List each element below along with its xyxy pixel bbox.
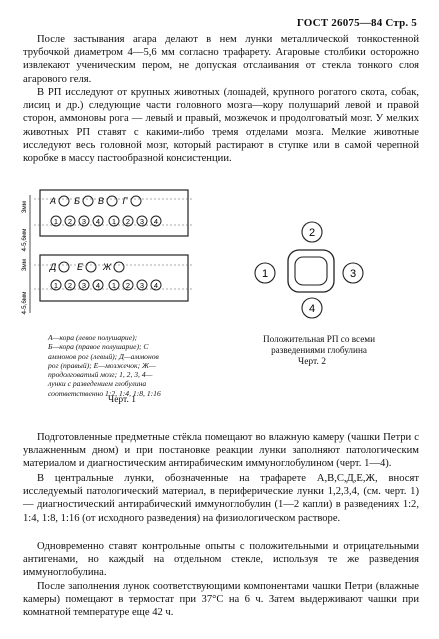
svg-text:3: 3	[139, 281, 145, 290]
figure-2-caption: Черт. 2	[298, 357, 326, 367]
well-letter: Д	[49, 262, 57, 272]
paragraph-incubation: После заполнения лунок соответствующими компонентами чашки Петри (влажные камеры) помещают в термостат при 37°С на 6 ч. Затем выдерживают чашки при комнатной температуре еще 42 ч.	[23, 581, 419, 619]
well-letter: Ж	[102, 262, 112, 272]
svg-text:1: 1	[53, 217, 59, 226]
svg-text:3: 3	[81, 281, 87, 290]
svg-text:1: 1	[111, 217, 117, 226]
dim-label: 3мм	[21, 200, 28, 214]
well-row-upper	[49, 196, 141, 206]
svg-text:2: 2	[67, 217, 73, 226]
figure-1-caption: Черт. 1	[108, 395, 136, 405]
figure-2-diagram	[222, 192, 418, 332]
paragraph-wells: В центральные лунки, обозначенные на трафарете А,В,С,Д,Е,Ж, вносят исследуемый патологический материал, в периферические лунки 1,2,3,4, (см. черт. 1) — диагностический антирабический иммуноглобулин (1—2 капли) в разведениях 1:2, 1:4, 1:8, 1:16 (от исходного разведения) на физиологическом растворе.	[23, 473, 419, 524]
paragraph-slides: Подготовленные предметные стёкла помещают во влажную камеру (чашки Петри с увлажненным дном) и при постановке реакции лунки заполняют патологическим материалом и диагностическим антирабическим иммуноглобулином (черт. 1—4).	[23, 432, 419, 470]
svg-text:1: 1	[53, 281, 59, 290]
svg-text:3: 3	[139, 217, 145, 226]
svg-text:2: 2	[67, 281, 73, 290]
well-letter: Е	[76, 262, 84, 272]
dim-label: 4-5,6мм	[21, 291, 28, 315]
number-row-lower	[51, 280, 161, 290]
svg-text:4: 4	[95, 281, 101, 290]
page-header: ГОСТ 26075—84 Стр. 5	[296, 17, 417, 29]
well-number: 4	[308, 303, 316, 315]
dim-label: 4-5,6мм	[21, 228, 28, 252]
svg-text:1: 1	[111, 281, 117, 290]
well-letter: Б	[74, 196, 80, 206]
well-number: 3	[349, 268, 357, 280]
svg-text:4: 4	[95, 217, 101, 226]
number-row-upper	[51, 216, 161, 226]
paragraph-brain-parts: В РП исследуют от крупных животных (лошадей, крупного рогатого скота, собак, лисиц и др.) следующие части головного мозга—кору полушарий левой и правой сторон, аммоновы рога — левый и правый, мозжечок и продолговатый мозг. У мелких животных РП ставят с какими-либо тремя отделами мозга. Мелкие животные исследуют весь головной мозг, который растирают в ступке или в самой черепной коробке в массу пастообразной консистенции.	[23, 87, 419, 165]
figure-1-legend: А—кора (левое полушарие); Б—кора (правое полушарие); С аммонов рог (левый); Д—аммонов рог (правый); Е—мозжечок; Ж— продолговатый мозг; 1, 2, 3, 4— лунки с разведением глобулина соответственно 1:2, 1:4, 1:8, 1:16	[48, 333, 161, 398]
figure-1-diagram	[22, 185, 200, 320]
paragraph-agar: После застывания агара делают в нем лунки металлической тонкостенной трубочкой диаметром 4—5,6 мм согласно трафарету. Агаровые столбики осторожно извлекают ученическим пером, не допуская отслаивания от стекла тонкого слоя агарового геля.	[23, 34, 419, 85]
well-row-lower	[49, 262, 124, 272]
paragraph-controls: Одновременно ставят контрольные опыты с положительными и отрицательными антигенами, но каждый на отдельном стекле, используя те же разведения иммуноглобулина.	[23, 541, 419, 579]
svg-text:2: 2	[125, 281, 131, 290]
well-letter: В	[97, 196, 105, 206]
dim-label: 3мм	[21, 258, 28, 272]
svg-text:4: 4	[153, 217, 159, 226]
svg-text:3: 3	[81, 217, 87, 226]
well-number: 2	[308, 227, 316, 239]
svg-text:2: 2	[125, 217, 131, 226]
well-letter: Г	[122, 196, 128, 206]
svg-text:4: 4	[153, 281, 159, 290]
well-number: 1	[261, 268, 269, 280]
figure-2-caption-text: Положительная РП со всеми разведениями глобулина	[263, 334, 375, 355]
well-letter: А	[49, 196, 57, 206]
